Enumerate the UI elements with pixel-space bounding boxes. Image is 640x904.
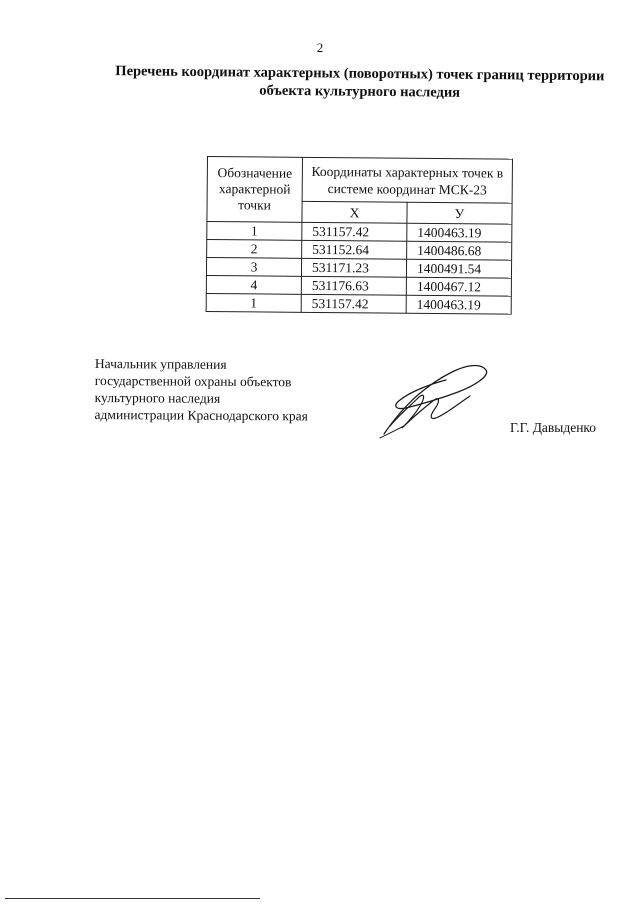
cell-x: 531171.23: [301, 258, 406, 277]
position-line: государственной охраны объектов: [94, 372, 292, 390]
signer-name: Г.Г. Давыденко: [510, 420, 597, 435]
cell-x: 531152.64: [302, 240, 407, 259]
cell-point: 1: [207, 222, 302, 241]
header-x: Х: [302, 202, 407, 223]
table-row: [206, 275, 511, 296]
header-coordinates-group: Координаты характерных точек в системе координат МСК-23: [302, 157, 512, 203]
cell-x: 531157.42: [301, 294, 406, 313]
header-point-designation: Обозначение характерной точки: [207, 157, 303, 223]
position-line: культурного наследия: [94, 389, 221, 406]
cell-y: 1400463.19: [407, 223, 512, 242]
signatory-position: [95, 355, 355, 425]
cell-point: 3: [206, 258, 301, 277]
position-line: администрации Краснодарского края: [94, 406, 308, 424]
cell-point: 4: [206, 275, 301, 294]
document-title: [100, 62, 620, 103]
cell-point: 2: [207, 240, 302, 259]
header-y: У: [407, 203, 512, 224]
table-row: [206, 258, 511, 279]
table-header-row: [207, 157, 512, 204]
table-row: [206, 293, 511, 314]
page-number: 2: [316, 40, 324, 55]
position-line: Начальник управления: [94, 355, 227, 372]
document-title-line-2: объекта культурного наследия: [259, 82, 461, 101]
cell-x: 531157.42: [302, 222, 407, 241]
cell-point: 1: [206, 293, 301, 312]
cell-y: 1400467.12: [406, 277, 511, 296]
table-row: [207, 240, 512, 261]
cell-y: 1400463.19: [406, 295, 511, 314]
document-title-line-1: Перечень координат характерных (поворотных) точек границ территории: [115, 63, 605, 85]
handwritten-signature: [378, 360, 496, 440]
table-row: [207, 222, 512, 243]
cell-x: 531176.63: [301, 276, 406, 295]
bottom-divider: [5, 898, 260, 899]
cell-y: 1400486.68: [407, 241, 512, 260]
coordinates-table: [206, 156, 513, 315]
cell-y: 1400491.54: [406, 259, 511, 278]
